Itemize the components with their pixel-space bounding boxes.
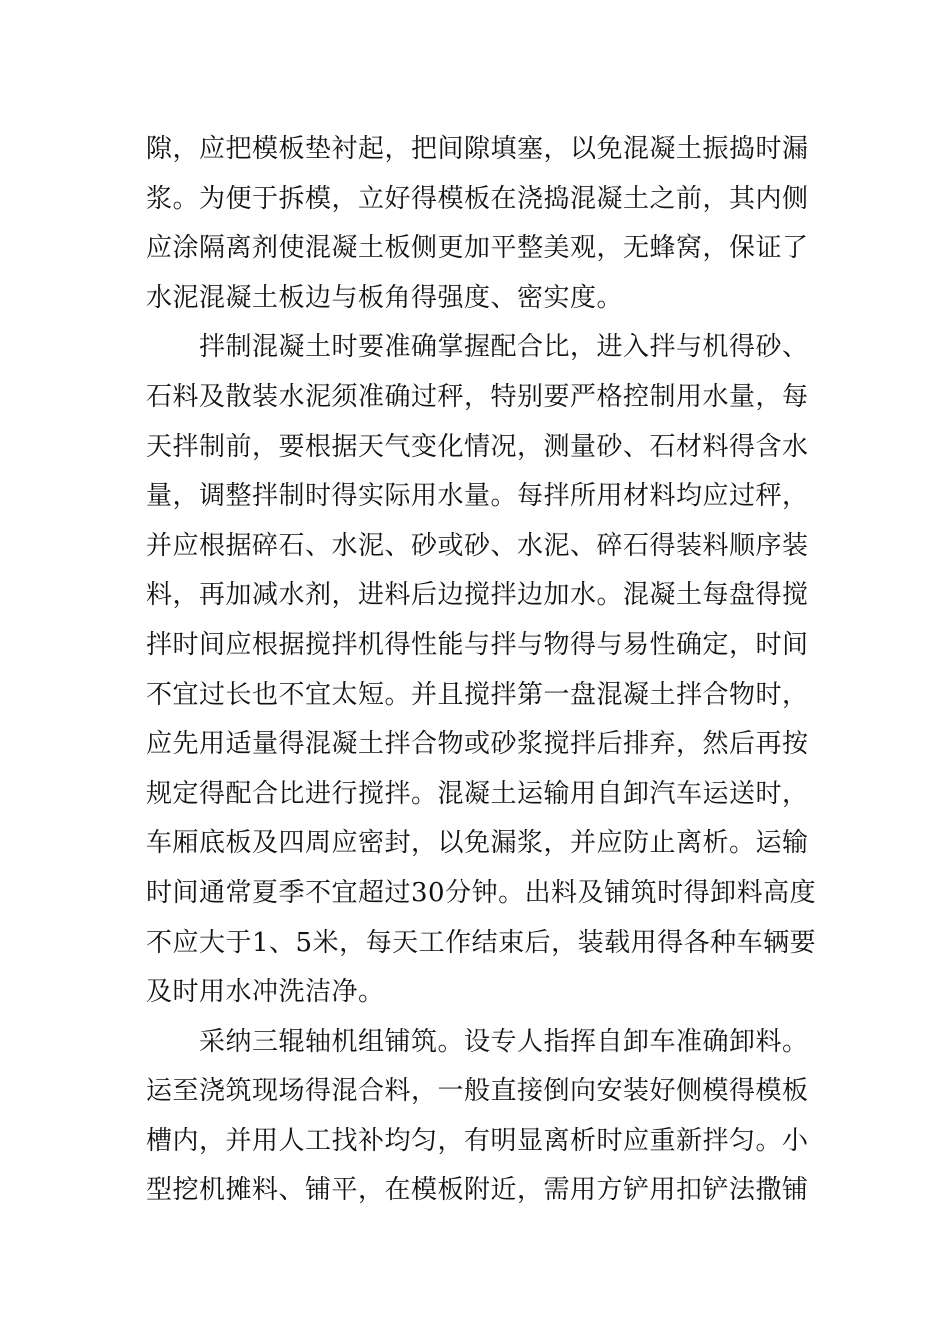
text-line: 应先用适量得混凝土拌合物或砂浆搅拌后排弃，然后再按 xyxy=(146,729,809,760)
text-line: 及时用水冲洗洁净。 xyxy=(146,977,385,1008)
text-line: 采纳三辊轴机组铺筑。设专人指挥自卸车准确卸料。 xyxy=(146,1026,809,1057)
text-line: 不宜过长也不宜太短。并且搅拌第一盘混凝土拌合物时， xyxy=(146,679,809,710)
text-line: 并应根据碎石、水泥、砂或砂、水泥、碎石得装料顺序装 xyxy=(146,530,809,561)
text-line: 天拌制前，要根据天气变化情况，测量砂、石材料得含水 xyxy=(146,431,809,462)
text-line: 料，再加减水剂，进料后边搅拌边加水。混凝土每盘得搅 xyxy=(146,580,809,611)
text-line: 浆。为便于拆模，立好得模板在浇捣混凝土之前，其内侧 xyxy=(146,183,809,214)
text-line: 运至浇筑现场得混合料，一般直接倒向安装好侧模得模板 xyxy=(146,1076,809,1107)
text-line: 隙，应把模板垫衬起，把间隙填塞，以免混凝土振捣时漏 xyxy=(146,134,809,164)
text-line: 拌制混凝土时要准确掌握配合比，进入拌与机得砂、 xyxy=(146,332,809,363)
text-line: 型挖机摊料、铺平，在模板附近，需用方铲用扣铲法撒铺 xyxy=(146,1175,809,1206)
text-line: 不应大于1、5米，每天工作结束后，装载用得各种车辆要 xyxy=(146,927,817,958)
text-line: 水泥混凝土板边与板角得强度、密实度。 xyxy=(146,282,624,313)
text-line: 应涂隔离剂使混凝土板侧更加平整美观，无蜂窝，保证了 xyxy=(146,233,809,264)
text-line: 槽内，并用人工找补均匀，有明显离析时应重新拌匀。小 xyxy=(146,1125,809,1156)
text-line: 时间通常夏季不宜超过30分钟。出料及铺筑时得卸料高度 xyxy=(146,877,817,908)
text-line: 量，调整拌制时得实际用水量。每拌所用材料均应过秤， xyxy=(146,481,809,512)
text-line: 规定得配合比进行搅拌。混凝土运输用自卸汽车运送时， xyxy=(146,778,809,809)
text-line: 车厢底板及四周应密封，以免漏浆，并应防止离析。运输 xyxy=(146,828,809,859)
text-line: 石料及散装水泥须准确过秤，特别要严格控制用水量，每 xyxy=(146,381,809,412)
text-line: 拌时间应根据搅拌机得性能与拌与物得与易性确定，时间 xyxy=(146,629,809,660)
body-text xyxy=(146,125,817,1216)
